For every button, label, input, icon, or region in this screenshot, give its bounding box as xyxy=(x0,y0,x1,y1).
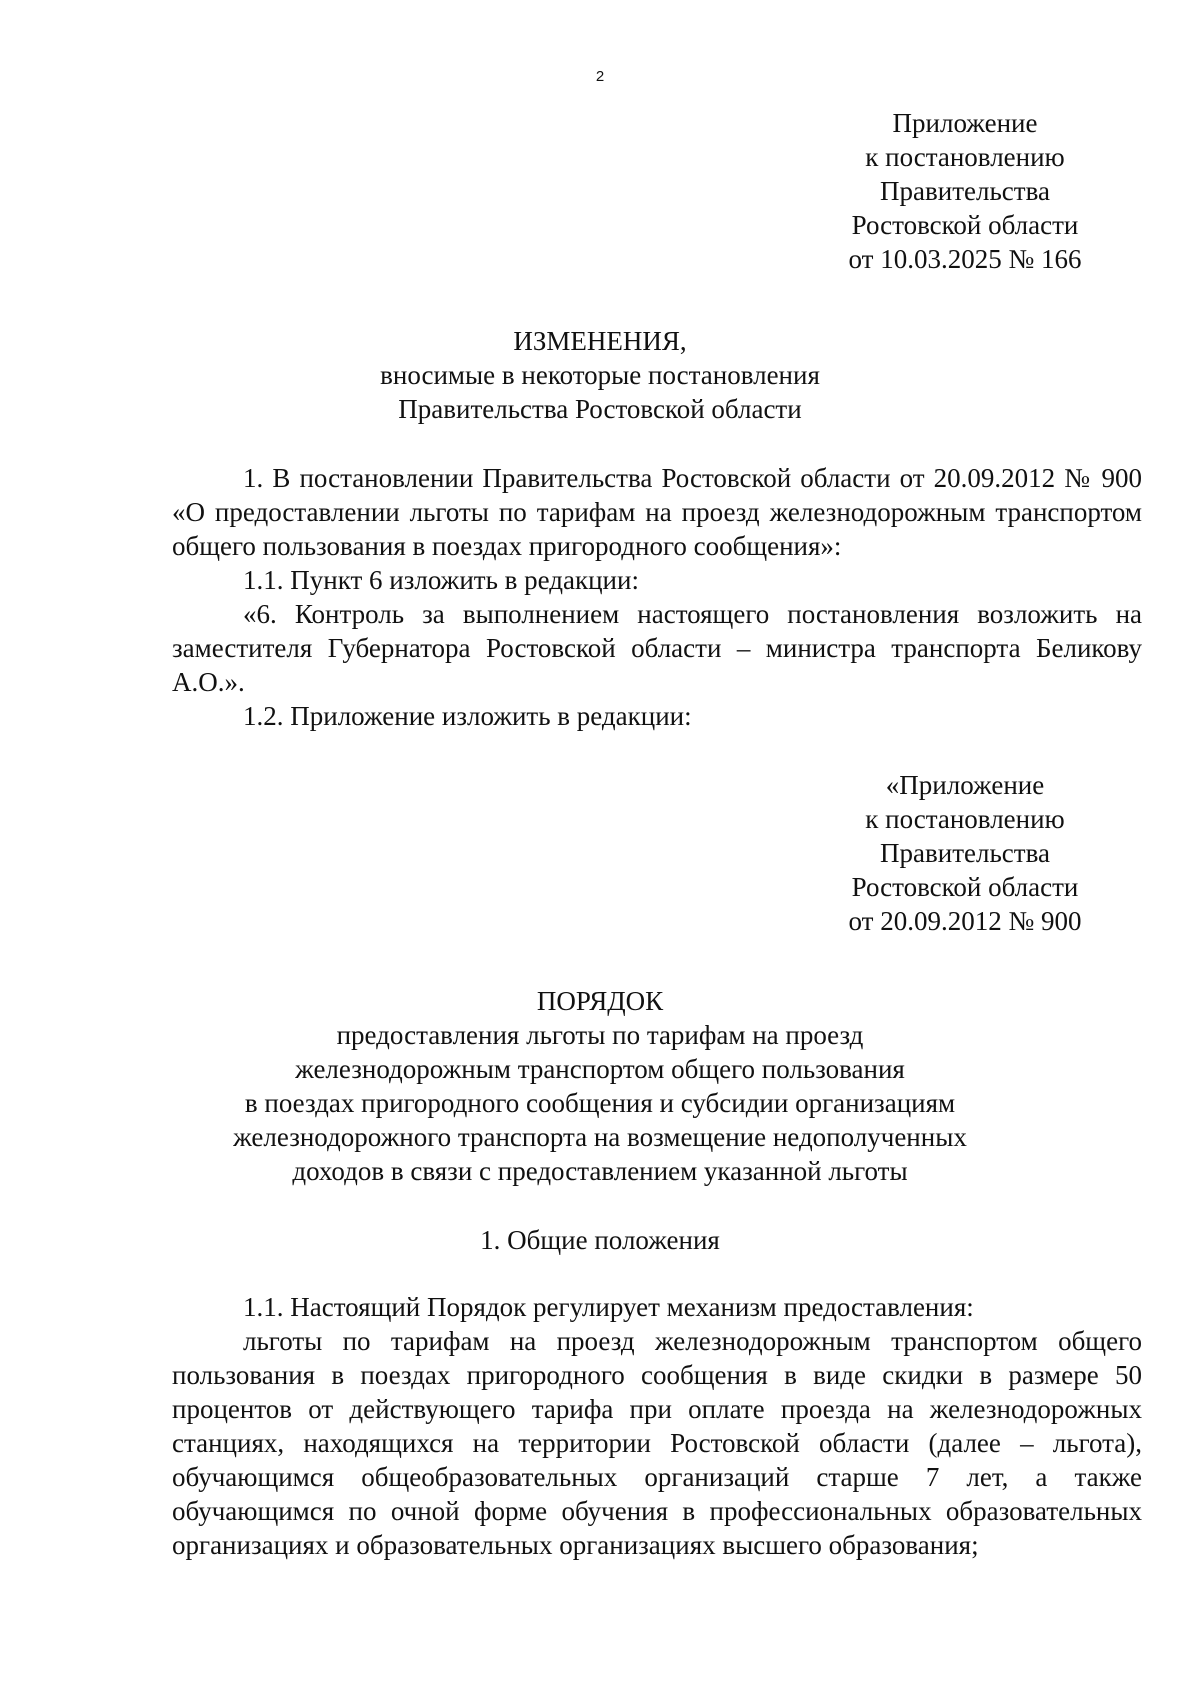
order-heading: ПОРЯДОК xyxy=(536,986,664,1016)
appendix-line: Ростовской области xyxy=(851,210,1079,240)
order-subtitle-line: предоставления льготы по тарифам на проезд xyxy=(336,1020,864,1050)
changes-heading: ИЗМЕНЕНИЯ, xyxy=(513,326,687,356)
paragraph-6-quote: «6. Контроль за выполнением настоящего постановления возложить на заместителя Губернатора Ростовской области – министра транспорта Беликову А.О.». xyxy=(172,599,1142,697)
order-subtitle-line: в поездах пригородного сообщения и субсидии организациям xyxy=(244,1088,956,1118)
appendix-line: к постановлению xyxy=(865,142,1065,172)
appendix-line: Приложение xyxy=(892,108,1038,138)
section-1-heading: 1. Общие положения xyxy=(480,1225,720,1255)
order-subtitle-line: железнодорожного транспорта на возмещение недополученных xyxy=(233,1122,967,1152)
changes-subtitle-line: вносимые в некоторые постановления xyxy=(380,360,820,390)
nested-appendix-line: Правительства xyxy=(880,838,1050,868)
nested-appendix-line: Ростовской области xyxy=(851,872,1079,902)
changes-title xyxy=(0,324,1200,426)
section-1-paragraph-1-1: 1.1. Настоящий Порядок регулирует механизм предоставления: xyxy=(243,1292,974,1322)
paragraph-1-2: 1.2. Приложение изложить в редакции: xyxy=(243,701,692,731)
order-subtitle-line: железнодорожным транспортом общего пользования xyxy=(295,1054,905,1084)
nested-appendix-line: «Приложение xyxy=(885,770,1045,800)
paragraph-1-1: 1.1. Пункт 6 изложить в редакции: xyxy=(243,565,639,595)
section-1-paragraph-lgoty: льготы по тарифам на проезд железнодорожным транспортом общего пользования в поездах пригородного сообщения в виде скидки в размере 50 процентов от действующего тарифа при оплате проезда на железнодорожных станциях, находящихся на территории Ростовской области (далее – льгота), обучающимся общеобразовательных организаций старше 7 лет, а также обучающимся по очной форме обучения в профессиональных образовательных организациях и образовательных организациях высшего образования; xyxy=(172,1326,1142,1560)
changes-subtitle-line: Правительства Ростовской области xyxy=(398,394,802,424)
order-title xyxy=(0,984,1200,1188)
order-subtitle-line: доходов в связи с предоставлением указанной льготы xyxy=(292,1156,908,1186)
appendix-header xyxy=(820,106,1110,276)
nested-appendix-line: к постановлению xyxy=(865,804,1065,834)
paragraph-1: 1. В постановлении Правительства Ростовской области от 20.09.2012 № 900 «О предоставлении льготы по тарифам на проезд железнодорожным транспортом общего пользования в поездах пригородного сообщения»: xyxy=(172,463,1142,561)
appendix-line: Правительства xyxy=(880,176,1050,206)
nested-appendix xyxy=(820,768,1110,938)
appendix-line: от 10.03.2025 № 166 xyxy=(848,244,1082,274)
page-number: 2 xyxy=(595,68,605,85)
nested-appendix-line: от 20.09.2012 № 900 xyxy=(848,906,1082,936)
